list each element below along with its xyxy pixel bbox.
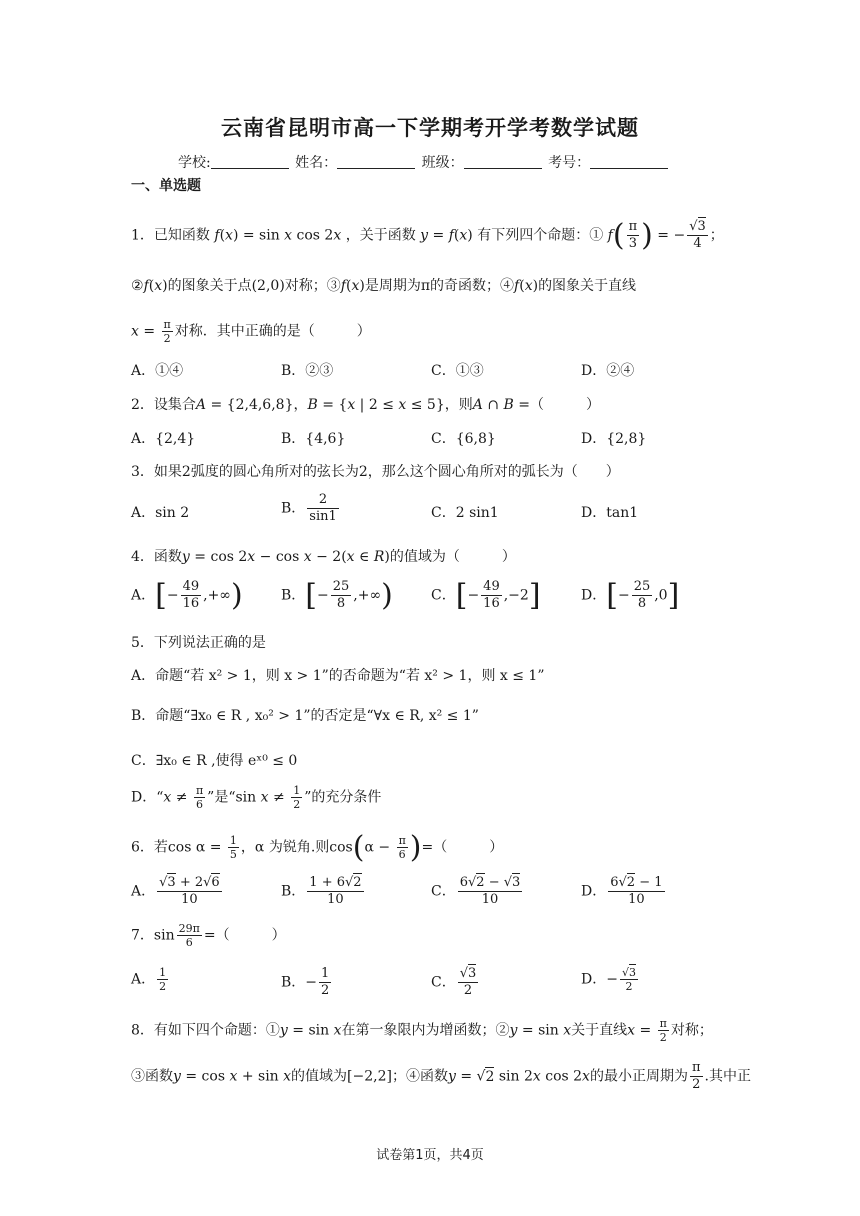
q2-option-d[interactable]: D．{2,8} xyxy=(581,431,647,447)
q7-option-a[interactable]: A． $\frac{1}{2}$ xyxy=(131,966,167,993)
q3-option-c[interactable]: C．2 sin1 xyxy=(431,505,499,521)
q3-stem: 3．如果2弧度的圆心角所对的弦长为2，那么这个圆心角所对的弧长为（ ） xyxy=(131,464,620,480)
q7-option-c[interactable]: C． $\frac{√3}{2}$ xyxy=(431,966,477,998)
number-label: 考号： xyxy=(548,155,591,171)
section-heading: 一、单选题 xyxy=(131,178,201,194)
q7-option-b[interactable]: B．− $\frac{1}{2}$ xyxy=(281,966,330,998)
q7-stem: 7．sin $\frac{29\pi}{6}$ =（ ） xyxy=(131,922,286,949)
q6-option-c[interactable]: C． $\frac{6√2 - √3}{10}$ xyxy=(431,875,521,907)
q5-option-b[interactable]: B．命题“∃x₀ ∈ R , x₀² > 1”的否定是“∀x ∈ R, x² ≤ 1” xyxy=(131,708,479,724)
student-info-row xyxy=(178,152,670,172)
q4-option-b[interactable]: B．[− $\frac{25}{8}$ ,+∞) xyxy=(281,578,393,613)
q1-text-c: 有下列四个命题：① xyxy=(477,227,604,244)
q1-line1: 1．已知函数 f(x) = sin x cos 2x ，关于函数 y = f(x) 有下列四个命题：① f( $\frac{\pi}{3}$ ) = − $\frac{√3}{4}$ ； xyxy=(131,218,724,253)
name-label: 姓名： xyxy=(295,155,338,171)
q4-option-d[interactable]: D．[− $\frac{25}{8}$ ,0] xyxy=(581,578,680,613)
q6-option-d[interactable]: D． $\frac{6√2 - 1}{10}$ xyxy=(581,875,663,907)
q6-option-b[interactable]: B． $\frac{1 + 6√2}{10}$ xyxy=(281,875,362,907)
q1-option-d[interactable]: D．②④ xyxy=(581,363,635,379)
q1-text-b: ，关于函数 xyxy=(345,227,416,244)
q4-option-a[interactable]: A．[− $\frac{49}{16}$ ,+∞) xyxy=(131,578,243,613)
school-label: 学校: xyxy=(178,155,211,171)
name-blank[interactable] xyxy=(337,154,415,169)
q2-option-c[interactable]: C．{6,8} xyxy=(431,431,496,447)
q3-option-d[interactable]: D．tan1 xyxy=(581,505,639,521)
q1-line3: x = $\frac{\pi}{2}$ 对称．其中正确的是（ ） xyxy=(131,318,371,345)
q4-option-c[interactable]: C．[− $\frac{49}{16}$ ,−2] xyxy=(431,578,541,613)
q5-stem: 5．下列说法正确的是 xyxy=(131,635,266,651)
page-title: 云南省昆明市高一下学期考开学考数学试题 xyxy=(221,116,639,140)
q5-option-a[interactable]: A．命题“若 x² > 1，则 x > 1”的否命题为“若 x² > 1，则 x ≤ 1” xyxy=(131,668,545,684)
q6-stem: 6．若cos α = $\frac{1}{5}$ ，α 为锐角.则cos(α − $\frac{\pi}{6}$ )=（ ） xyxy=(131,830,504,865)
q6-option-a[interactable]: A． $\frac{√3 + 2√6}{10}$ xyxy=(131,875,220,907)
school-blank[interactable] xyxy=(211,154,289,169)
q3-option-b[interactable]: B． $\frac{2}{\sin 1}$ xyxy=(281,492,337,524)
class-label: 班级： xyxy=(421,155,464,171)
q1-text-a: 1．已知函数 xyxy=(131,227,210,244)
q2-option-b[interactable]: B．{4,6} xyxy=(281,431,346,447)
q8-line1: 8．有如下四个命题：①y = sin x在第一象限内为增函数；②y = sin x关于直线x = $\frac{\pi}{2}$ 对称； xyxy=(131,1017,713,1044)
q1-option-b[interactable]: B．②③ xyxy=(281,363,334,379)
q4-stem: 4．函数y = cos 2x − cos x − 2(x ∈ R)的值域为（ ） xyxy=(131,549,516,565)
q5-option-d[interactable]: D．“x ≠ $\frac{\pi}{6}$ ”是“sin x ≠ $\frac{1}{2}$ ”的充分条件 xyxy=(131,784,382,811)
q2-stem: 2．设集合A = {2,4,6,8}，B = {x | 2 ≤ x ≤ 5}，则A ∩ B =（ ） xyxy=(131,397,600,413)
q7-option-d[interactable]: D．− $\frac{√3}{2}$ xyxy=(581,966,636,993)
q5-option-c[interactable]: C．∃x₀ ∈ R ,使得 eˣ⁰ ≤ 0 xyxy=(131,753,298,769)
q1-option-a[interactable]: A．①④ xyxy=(131,363,184,379)
number-blank[interactable] xyxy=(590,154,668,169)
q1-option-c[interactable]: C．①③ xyxy=(431,363,484,379)
q8-line2: ③函数y = cos x + sin x的值域为[−2,2]；④函数y = √2 sin 2x cos 2x的最小正周期为 $\frac{\pi}{2}$ .其中正 xyxy=(131,1060,751,1092)
class-blank[interactable] xyxy=(464,154,542,169)
q1-line2: ②f(x)的图象关于点(2,0)对称；③f(x)是周期为π的奇函数；④f(x)的图象关于直线 xyxy=(131,278,637,294)
q3-option-a[interactable]: A．sin 2 xyxy=(131,505,190,521)
q2-option-a[interactable]: A．{2,4} xyxy=(131,431,196,447)
page-footer: 试卷第1页，共4页 xyxy=(376,1148,484,1163)
